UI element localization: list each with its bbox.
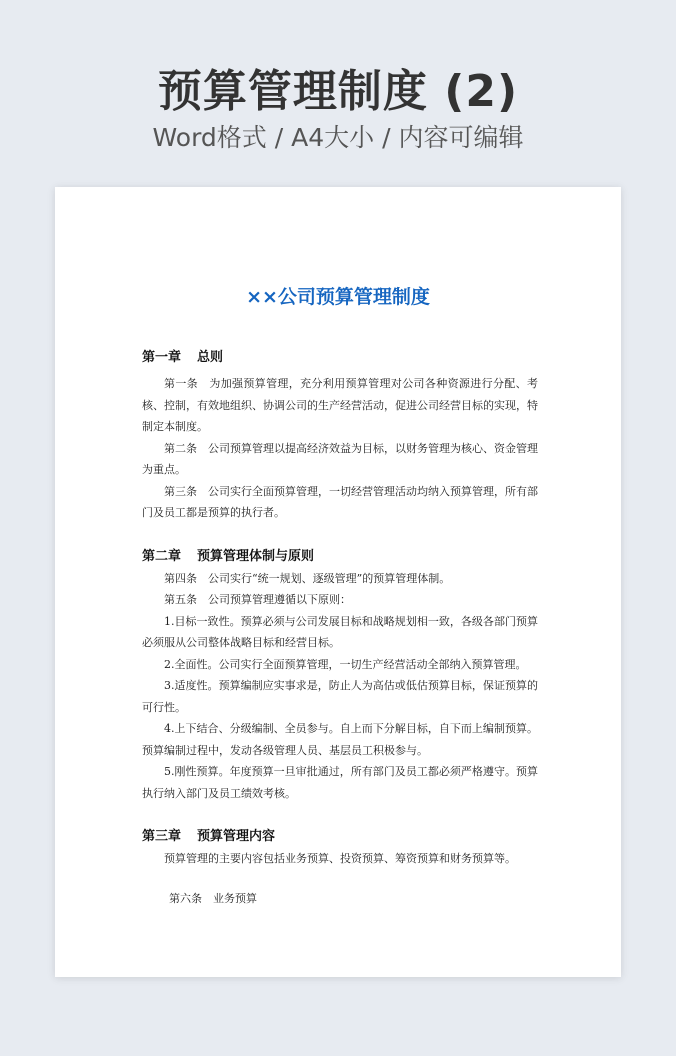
principle-paragraph: 3.适度性。预算编制应实事求是，防止人为高估或低估预算目标，保证预算的可行性。 [142, 679, 538, 714]
article-paragraph: 第五条 公司预算管理遵循以下原则： [164, 593, 351, 606]
document-title: ××公司预算管理制度 [246, 286, 430, 308]
principle-paragraph: 1.目标一致性。预算必须与公司发展目标和战略规划相一致，各级各部门预算必须服从公司整体战略目标和经营目标。 [142, 614, 538, 649]
chapter-number: 第二章 [142, 548, 182, 564]
document-body [142, 347, 538, 920]
principle-paragraph: 4.上下结合、分级编制、全员参与。自上而下分解目标，自下而上编制预算。预算编制过程中，发动各级管理人员、基层员工积极参与。 [142, 722, 538, 757]
chapter-title: 预算管理体制与原则 [197, 548, 315, 564]
chapter-heading [142, 546, 538, 568]
banner-subtitle: Word格式 / A4大小 / 内容可编辑 [152, 123, 524, 152]
chapter-heading [142, 826, 538, 848]
article-heading: 第六条 业务预算 [169, 891, 257, 905]
chapter-number: 第一章 [142, 350, 182, 365]
article-paragraph: 第四条 公司实行“统一规划、逐级管理”的预算管理体制。 [164, 571, 451, 585]
principle-paragraph: 2.全面性。公司实行全面预算管理，一切生产经营活动全部纳入预算管理。 [164, 657, 527, 671]
article-paragraph: 第一条 为加强预算管理，充分利用预算管理对公司各种资源进行分配、考核、控制，有效地组织、协调公司的生产经营活动，促进公司经营目标的实现，特制定本制度。 [142, 377, 538, 433]
principle-paragraph: 5.刚性预算。年度预算一旦审批通过，所有部门及员工都必须严格遵守。预算执行纳入部门及员工绩效考核。 [142, 765, 538, 800]
article-paragraph: 第三条 公司实行全面预算管理，一切经营管理活动均纳入预算管理，所有部门及员工都是预算的执行者。 [142, 484, 538, 519]
article-paragraph: 预算管理的主要内容包括业务预算、投资预算、筹资预算和财务预算等。 [164, 852, 516, 865]
article-paragraph: 第二条 公司预算管理以提高经济效益为目标，以财务管理为核心、资金管理为重点。 [142, 441, 538, 476]
chapter-number: 第三章 [142, 829, 182, 844]
chapter-title: 总则 [197, 350, 224, 365]
chapter-title: 预算管理内容 [197, 829, 276, 844]
banner-title: 预算管理制度 (2) [157, 66, 519, 117]
chapter-heading [142, 347, 538, 369]
document-page [55, 187, 621, 977]
